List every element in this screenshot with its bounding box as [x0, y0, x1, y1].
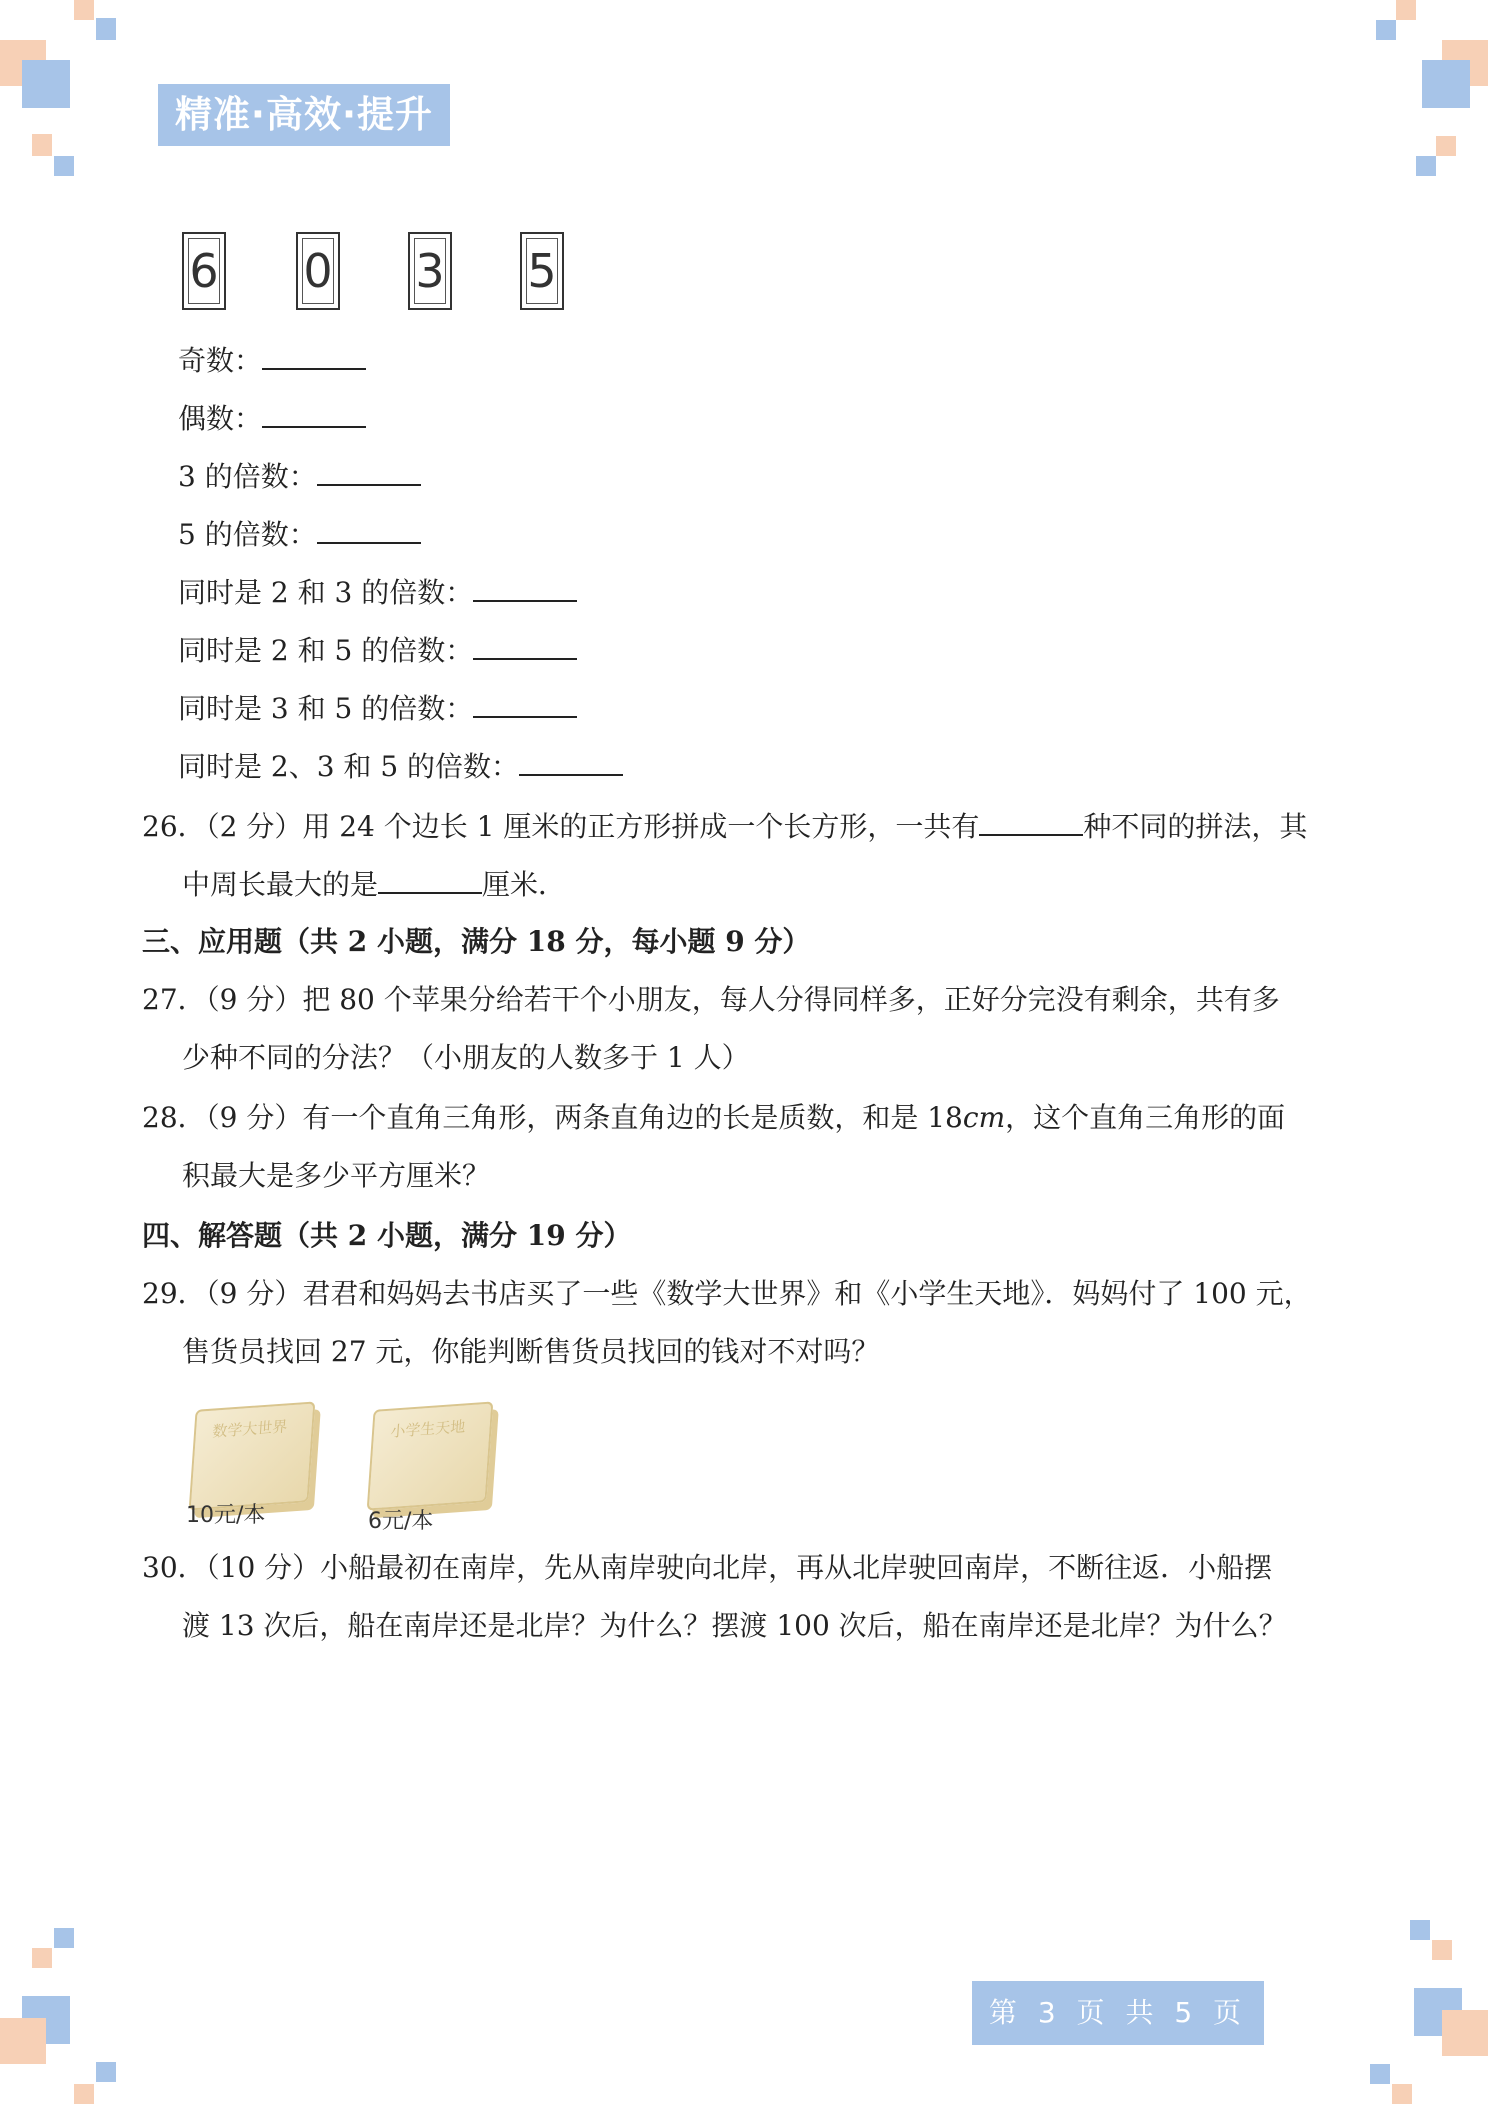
answer-blank[interactable]: [979, 806, 1083, 836]
section-heading: 四、解答题（共 2 小题，满分 19 分）: [142, 1219, 632, 1252]
answer-blank[interactable]: [473, 688, 577, 718]
q28-text: 28．（9 分）有一个直角三角形，两条直角边的长是质数，和是 18: [142, 1101, 963, 1134]
unit-label: cm: [962, 1101, 1006, 1134]
corner-decoration: [1396, 0, 1416, 20]
answer-blank[interactable]: [519, 746, 623, 776]
page-number: 第 3 页 共 5 页: [972, 1981, 1264, 2045]
q25-line: [178, 630, 577, 671]
corner-decoration: [1422, 60, 1470, 108]
corner-decoration: [32, 1948, 52, 1968]
answer-blank[interactable]: [317, 514, 421, 544]
q26-text: 26．（2 分）用 24 个边长 1 厘米的正方形拼成一个长方形，一共有: [142, 810, 980, 843]
corner-decoration: [96, 2062, 116, 2082]
brand-banner: 精准·高效·提升: [158, 84, 450, 146]
corner-decoration: [1392, 2084, 1412, 2104]
corner-decoration: [32, 134, 52, 156]
q30-line: 30．（10 分）小船最初在南岸，先从南岸驶向北岸，再从北岸驶回南岸，不断往返．小船摆: [142, 1551, 1273, 1584]
corner-decoration: [54, 1928, 74, 1948]
book-title: 小学生天地: [389, 1417, 466, 1441]
q25-label: 同时是 2 和 5 的倍数：: [178, 634, 474, 667]
q28-text: ，这个直角三角形的面: [1005, 1101, 1286, 1134]
corner-decoration: [1432, 1940, 1452, 1960]
book-image: [367, 1401, 494, 1510]
q29-line: 29．（9 分）君君和妈妈去书店买了一些《数学大世界》和《小学生天地》．妈妈付了 100 元，: [142, 1277, 1312, 1310]
q25-line: [178, 514, 421, 555]
q25-line: [178, 572, 577, 613]
digit-card: 0: [296, 232, 340, 310]
q26-text: 中周长最大的是: [182, 868, 379, 901]
q30-line: 渡 13 次后，船在南岸还是北岸？为什么？摆渡 100 次后，船在南岸还是北岸？为什么？: [182, 1609, 1287, 1642]
digit-cards: [182, 232, 582, 314]
q25-line: [178, 398, 366, 439]
corner-decoration: [54, 156, 74, 176]
q27-line: 27．（9 分）把 80 个苹果分给若干个小朋友，每人分得同样多，正好分完没有剩余，共有多: [142, 983, 1280, 1016]
q25-label: 同时是 3 和 5 的倍数：: [178, 692, 474, 725]
digit-card: 5: [520, 232, 564, 310]
q25-label: 3 的倍数：: [178, 460, 317, 493]
corner-decoration: [1416, 156, 1436, 176]
answer-blank[interactable]: [262, 398, 366, 428]
q25-label: 5 的倍数：: [178, 518, 317, 551]
corner-decoration: [96, 18, 116, 40]
corner-decoration: [0, 2018, 46, 2064]
price-label: 10元/本: [186, 1503, 266, 1528]
q29-line: 售货员找回 27 元，你能判断售货员找回的钱对不对吗？: [182, 1335, 880, 1368]
answer-blank[interactable]: [262, 340, 366, 370]
q28-line: 积最大是多少平方厘米？: [182, 1159, 491, 1192]
section-heading: 三、应用题（共 2 小题，满分 18 分，每小题 9 分）: [142, 925, 811, 958]
answer-blank[interactable]: [473, 572, 577, 602]
q25-line: [178, 340, 366, 381]
q27-line: 少种不同的分法？（小朋友的人数多于 1 人）: [182, 1041, 750, 1074]
corner-decoration: [1410, 1920, 1430, 1940]
answer-blank[interactable]: [317, 456, 421, 486]
book-image: [189, 1401, 316, 1510]
corner-decoration: [74, 0, 94, 20]
q25-line: [178, 688, 577, 729]
corner-decoration: [1376, 20, 1396, 40]
answer-blank[interactable]: [378, 864, 482, 894]
corner-decoration: [1436, 136, 1456, 156]
answer-blank[interactable]: [473, 630, 577, 660]
q25-label: 奇数：: [178, 344, 263, 377]
corner-decoration: [74, 2084, 94, 2104]
digit-card: 3: [408, 232, 452, 310]
q26-text: 种不同的拼法，其: [1083, 810, 1308, 843]
q25-label: 同时是 2、3 和 5 的倍数：: [178, 750, 520, 783]
price-label: 6元/本: [368, 1509, 434, 1534]
q25-line: [178, 456, 421, 497]
q25-label: 偶数：: [178, 402, 263, 435]
q25-label: 同时是 2 和 3 的倍数：: [178, 576, 474, 609]
q26-line: [142, 806, 1307, 847]
book-title: 数学大世界: [211, 1417, 288, 1441]
digit-card: 6: [182, 232, 226, 310]
q28-line: [142, 1098, 1285, 1138]
q25-line: [178, 746, 623, 787]
q26-text: 厘米．: [482, 868, 567, 901]
corner-decoration: [1442, 2010, 1488, 2056]
q26-line: [182, 864, 566, 905]
corner-decoration: [22, 60, 70, 108]
corner-decoration: [1370, 2064, 1390, 2084]
